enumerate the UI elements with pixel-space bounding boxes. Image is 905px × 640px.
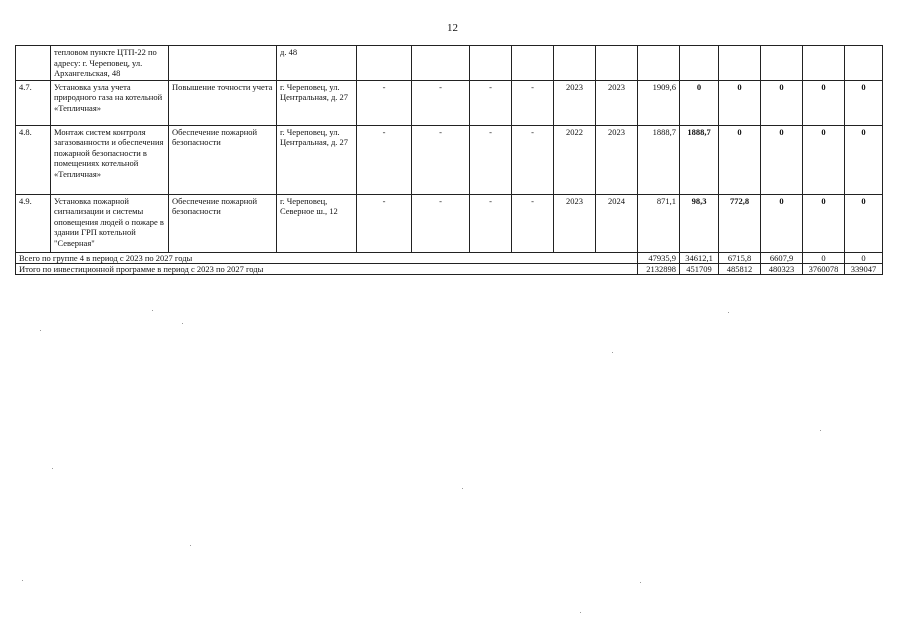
cell-2024: 6715,8 — [719, 252, 761, 263]
cell-2025: 0 — [761, 125, 803, 194]
cell-empty — [512, 46, 554, 81]
scan-speck — [52, 468, 53, 469]
cell-2026: 0 — [803, 194, 845, 252]
cell-end-year: 2023 — [596, 80, 638, 125]
cell-end-year: 2023 — [596, 125, 638, 194]
cell-2027: 0 — [845, 80, 883, 125]
cell-2025: 6607,9 — [761, 252, 803, 263]
cell-empty — [412, 46, 470, 81]
cell-2024: 0 — [719, 125, 761, 194]
cell-2024: 485812 — [719, 263, 761, 274]
cell-empty — [596, 46, 638, 81]
cell-empty — [638, 46, 680, 81]
cell-empty — [845, 46, 883, 81]
cell-empty — [680, 46, 719, 81]
cell-dash: - — [512, 194, 554, 252]
cell-dash: - — [512, 80, 554, 125]
table-row-4-9 — [16, 194, 883, 252]
cell-name: Установка пожарной сигнализации и системы оповещения людей о пожаре в здании ГРП котельной "Северная" — [51, 194, 169, 252]
scan-speck — [40, 330, 41, 331]
table-row-program-total — [16, 263, 883, 274]
cell-num: 4.8. — [16, 125, 51, 194]
cell-2025: 0 — [761, 80, 803, 125]
cell-dash: - — [357, 125, 412, 194]
cell-address: д. 48 — [277, 46, 357, 81]
cell-2026: 0 — [803, 80, 845, 125]
scan-speck — [728, 312, 729, 313]
cell-2027: 339047 — [845, 263, 883, 274]
cell-2025: 0 — [761, 194, 803, 252]
cell-dash: - — [512, 125, 554, 194]
cell-2026: 3760078 — [803, 263, 845, 274]
table-row-4-7 — [16, 80, 883, 125]
cell-address: г. Череповец, ул. Центральная, д. 27 — [277, 80, 357, 125]
cell-total: 871,1 — [638, 194, 680, 252]
scan-speck — [612, 352, 613, 353]
scan-speck — [462, 488, 463, 489]
cell-start-year: 2023 — [554, 194, 596, 252]
cell-empty — [357, 46, 412, 81]
cell-2025: 480323 — [761, 263, 803, 274]
cell-purpose: Обеспечение пожарной безопасности — [169, 125, 277, 194]
cell-total: 1909,6 — [638, 80, 680, 125]
cell-name: Установка узла учета природного газа на котельной «Тепличная» — [51, 80, 169, 125]
cell-address: г. Череповец, Северное ш., 12 — [277, 194, 357, 252]
cell-dash: - — [357, 194, 412, 252]
cell-2027: 0 — [845, 252, 883, 263]
cell-2023: 1888,7 — [680, 125, 719, 194]
scan-speck — [22, 580, 23, 581]
cell-total: 1888,7 — [638, 125, 680, 194]
cell-2024: 772,8 — [719, 194, 761, 252]
cell-purpose: Обеспечение пожарной безопасности — [169, 194, 277, 252]
page-number: 12 — [447, 22, 458, 34]
investment-table — [15, 45, 883, 275]
cell-dash: - — [357, 80, 412, 125]
cell-empty — [470, 46, 512, 81]
scan-speck — [640, 582, 641, 583]
cell-2026: 0 — [803, 125, 845, 194]
cell-address: г. Череповец, ул. Центральная, д. 27 — [277, 125, 357, 194]
scan-speck — [820, 430, 821, 431]
cell-purpose: Повышение точности учета — [169, 80, 277, 125]
group-total-label: Всего по группе 4 в период с 2023 по 2027 годы — [16, 252, 638, 263]
cell-name: Монтаж систем контроля загазованности и обеспечения пожарной безопасности в помещениях котельной «Тепличная» — [51, 125, 169, 194]
cell-end-year: 2024 — [596, 194, 638, 252]
cell-num: 4.7. — [16, 80, 51, 125]
cell-dash: - — [470, 125, 512, 194]
cell-2023: 98,3 — [680, 194, 719, 252]
table-row-group-total — [16, 252, 883, 263]
cell-2023: 451709 — [680, 263, 719, 274]
cell-2024: 0 — [719, 80, 761, 125]
cell-total: 2132898 — [638, 263, 680, 274]
scan-speck — [152, 310, 153, 311]
cell-name: тепловом пункте ЦТП-22 по адресу: г. Череповец, ул. Архангельская, 48 — [51, 46, 169, 81]
cell-2023: 34612,1 — [680, 252, 719, 263]
cell-dash: - — [470, 194, 512, 252]
cell-2023: 0 — [680, 80, 719, 125]
cell-empty — [761, 46, 803, 81]
table-row-continued — [16, 46, 883, 81]
cell-2026: 0 — [803, 252, 845, 263]
cell-dash: - — [470, 80, 512, 125]
cell-purpose — [169, 46, 277, 81]
cell-2027: 0 — [845, 125, 883, 194]
cell-start-year: 2022 — [554, 125, 596, 194]
cell-num: 4.9. — [16, 194, 51, 252]
table-row-4-8 — [16, 125, 883, 194]
program-total-label: Итого по инвестиционной программе в период с 2023 по 2027 годы — [16, 263, 638, 274]
cell-start-year: 2023 — [554, 80, 596, 125]
cell-empty — [554, 46, 596, 81]
cell-dash: - — [412, 194, 470, 252]
cell-2027: 0 — [845, 194, 883, 252]
cell-total: 47935,9 — [638, 252, 680, 263]
cell-dash: - — [412, 80, 470, 125]
scan-speck — [182, 323, 183, 324]
cell-num — [16, 46, 51, 81]
scan-speck — [190, 545, 191, 546]
cell-empty — [719, 46, 761, 81]
scan-speck — [580, 612, 581, 613]
cell-empty — [803, 46, 845, 81]
cell-dash: - — [412, 125, 470, 194]
